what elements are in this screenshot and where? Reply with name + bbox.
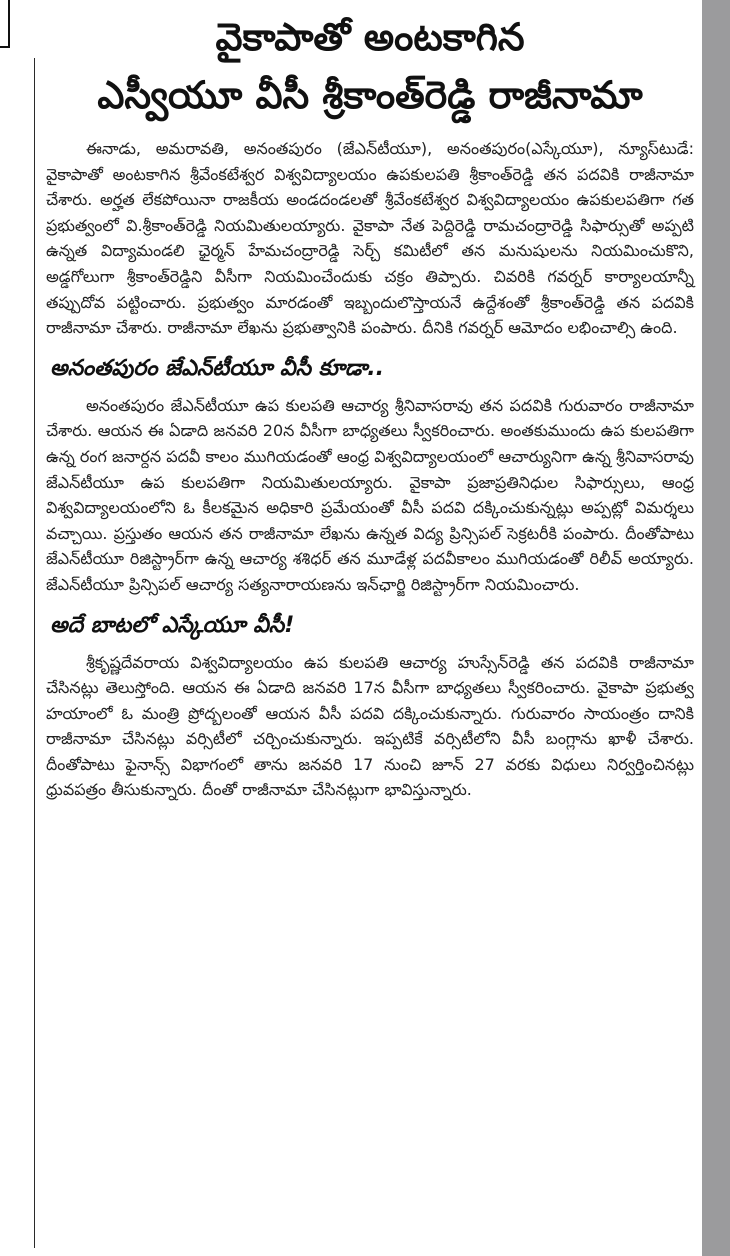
page-edge-band [702, 0, 730, 1256]
headline-line-1: వైకాపాతో అంటకాగిన [215, 15, 525, 59]
column-rule [34, 58, 35, 1248]
headline [46, 8, 694, 124]
article-paragraph-1: ఈనాడు, అమరావతి, అనంతపురం (జేఎన్‌టీయూ), అనంతపురం(ఎస్కేయూ), న్యూస్‌టుడే: వైకాపాతో అంటకాగిన శ్రీవేంకటేశ్వర విశ్వవిద్యాలయం ఉపకులపతి శ్రీకాంత్‌రెడ్డి తన పదవికి రాజీనామా చేశారు. అర్హత లేకపోయినా రాజకీయ అండదండలతో శ్రీవేంకటేశ్వర విశ్వవిద్యాలయం ఉపకులపతిగా గత ప్రభుత్వంలో వి.శ్రీకాంత్‌రెడ్డి నియమితులయ్యారు. వైకాపా నేత పెద్దిరెడ్డి రామచంద్రారెడ్డి సిఫార్సుతో అప్పటి ఉన్నత విద్యామండలి ఛైర్మన్ హేమచంద్రారెడ్డి సెర్చ్ కమిటీలో తన మనుషులను నియమించుకొని, అడ్డగోలుగా శ్రీకాంత్‌రెడ్డిని వీసీగా నియమించేందుకు చక్రం తిప్పారు. చివరికి గవర్నర్ కార్యాలయాన్నీ తప్పుదోవ పట్టించారు. ప్రభుత్వం మారడంతో ఇబ్బందులొస్తాయనే ఉద్దేశంతో శ్రీకాంత్‌రెడ్డి తన పదవికి రాజీనామా చేశారు. రాజీనామా లేఖను ప్రభుత్వానికి పంపారు. దీనికి గవర్నర్ ఆమోదం లభించాల్సి ఉంది. [46, 139, 694, 338]
headline-line-2: ఎస్వీయూ వీసీ శ్రీకాంత్‌రెడ్డి రాజీనామా [97, 73, 643, 117]
adjacent-column-box-corner [0, 0, 10, 48]
subheading-sku: అదే బాటలో ఎస్కేయూ వీసీ! [50, 612, 295, 638]
article-paragraph-3: శ్రీకృష్ణదేవరాయ విశ్వవిద్యాలయం ఉప కులపతి ఆచార్య హుస్సేన్‌రెడ్డి తన పదవికి రాజీనామా చేసినట్లు తెలుస్తోంది. ఆయన ఈ ఏడాది జనవరి 17న వీసీగా బాధ్యతలు స్వీకరించారు. వైకాపా ప్రభుత్వ హయాంలో ఓ మంత్రి ప్రోద్బలంతో ఆయన వీసీ పదవి దక్కించుకున్నారు. గురువారం సాయంత్రం దానికి రాజీనామా చేసినట్లు వర్సిటీలో చర్చించుకున్నారు. ఇప్పటికే వర్సిటీలోని వీసీ బంగ్లాను ఖాళీ చేశారు. దీంతోపాటు ఫైనాన్స్ విభాగంలో తాను జనవరి 17 నుంచి జూన్ 27 వరకు విధులు నిర్వర్తించినట్లు ధ్రువపత్రం తీసుకున్నారు. దీంతో రాజీనామా చేసినట్లుగా భావిస్తున్నారు. [46, 652, 694, 800]
news-article [46, 8, 694, 803]
subheading-jntu: అనంతపురం జేఎన్‌టీయూ వీసీ కూడా.. [50, 355, 385, 381]
adjacent-column-strip [0, 0, 16, 1256]
article-paragraph-2: అనంతపురం జేఎన్‌టీయూ ఉప కులపతి ఆచార్య శ్రీనివాసరావు తన పదవికి గురువారం రాజీనామా చేశారు. ఆయన ఈ ఏడాది జనవరి 20న వీసీగా బాధ్యతలు స్వీకరించారు. అంతకుముందు ఉప కులపతిగా ఉన్న రంగ జనార్దన పదవీ కాలం ముగియడంతో ఆంధ్ర విశ్వవిద్యాలయంలో ఆచార్యునిగా ఉన్న శ్రీనివాసరావు జేఎన్‌టీయూ ఉప కులపతిగా నియమితులయ్యారు. వైకాపా ప్రజాప్రతినిధుల సిఫార్సులు, ఆంధ్ర విశ్వవిద్యాలయంలోని ఓ కీలకమైన అధికారి ప్రమేయంతో వీసీ పదవి దక్కించుకున్నట్లు అప్పట్లో విమర్శలు వచ్చాయి. ప్రస్తుతం ఆయన తన రాజీనామా లేఖను ఉన్నత విద్య ప్రిన్సిపల్ సెక్రటరీకి పంపారు. దీంతోపాటు జేఎన్‌టీయూ రిజిస్ట్రార్‌గా ఉన్న ఆచార్య శశిధర్ తన మూడేళ్ల పదవీకాలం ముగియడంతో రిలీవ్ అయ్యారు. జేఎన్‌టీయూ ప్రిన్సిపల్ ఆచార్య సత్యనారాయణను ఇన్‌ఛార్జి రిజిస్ట్రార్‌గా నియమించారు. [46, 395, 694, 594]
